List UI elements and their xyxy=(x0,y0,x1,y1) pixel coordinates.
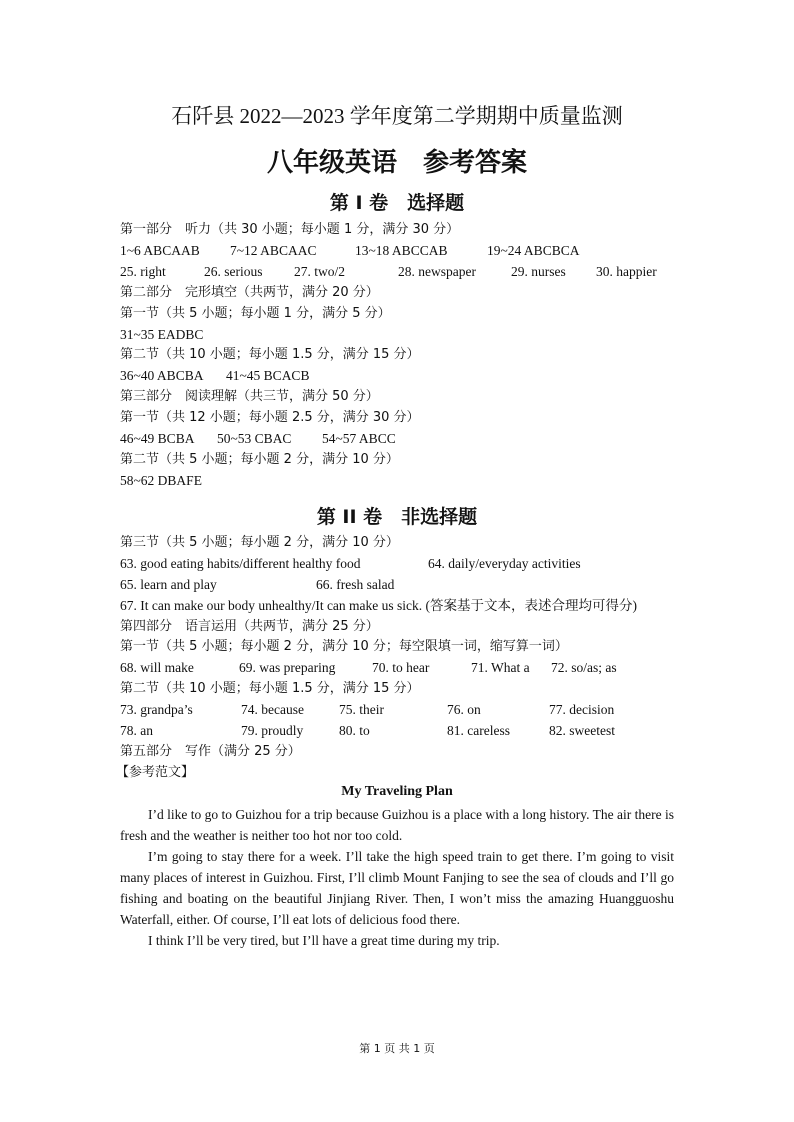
answer-13-18: 13~18 ABCCAB xyxy=(355,243,448,258)
answer-54-57: 54~57 ABCC xyxy=(322,431,396,446)
sample-essay xyxy=(120,804,674,951)
cloze-section2-heading: 第二节（共 10 小题；每小题 1.5 分，满分 15 分） xyxy=(120,347,420,362)
reading-section3-heading: 第三节（共 5 小题；每小题 2 分，满分 10 分） xyxy=(120,535,399,550)
answer-19-24: 19~24 ABCBCA xyxy=(487,243,580,258)
answer-27: 27. two/2 xyxy=(294,264,346,279)
volume-2-title: 第 II 卷 非选择题 xyxy=(316,506,478,528)
language-heading: 第四部分 语言运用（共两节，满分 25 分） xyxy=(120,619,379,634)
answer-64: 64. daily/everyday activities xyxy=(428,556,581,571)
reading-section1-heading: 第一节（共 12 小题；每小题 2.5 分，满分 30 分） xyxy=(120,410,420,425)
language-section1-heading: 第一节（共 5 小题；每小题 2 分，满分 10 分；每空限填一词，缩写算一词） xyxy=(120,639,568,654)
sample-essay-label: 【参考范文】 xyxy=(116,765,195,780)
answer-66: 66. fresh salad xyxy=(316,577,395,592)
page-number: 第 1 页 共 1 页 xyxy=(359,1042,435,1055)
answer-81: 81. careless xyxy=(447,723,510,738)
answer-68: 68. will make xyxy=(120,660,194,675)
listening-heading: 第一部分 听力（共 30 小题；每小题 1 分，满分 30 分） xyxy=(120,222,460,237)
answer-70: 70. to hear xyxy=(372,660,430,675)
essay-paragraph: I think I’ll be very tired, but I’ll have a great time during my trip. xyxy=(148,933,500,948)
answer-41-45: 41~45 BCACB xyxy=(226,368,310,383)
answer-29: 29. nurses xyxy=(511,264,566,279)
answer-74: 74. because xyxy=(241,702,304,717)
answer-79: 79. proudly xyxy=(241,723,304,738)
answer-73: 73. grandpa’s xyxy=(120,702,193,717)
language-section2-heading: 第二节（共 10 小题；每小题 1.5 分，满分 15 分） xyxy=(120,681,420,696)
answer-65: 65. learn and play xyxy=(120,577,217,592)
essay-paragraph: I’d like to go to Guizhou for a trip because Guizhou is a place with a long history. The air there is fresh and the weather is neither too hot nor too cold. xyxy=(120,807,674,843)
answer-77: 77. decision xyxy=(549,702,615,717)
answer-72: 72. so/as; as xyxy=(551,660,617,675)
answer-75: 75. their xyxy=(339,702,384,717)
exam-title: 石阡县 2022—2023 学年度第二学期期中质量监测 xyxy=(171,104,623,128)
essay-title: My Traveling Plan xyxy=(341,784,453,799)
answer-46-49: 46~49 BCBA xyxy=(120,431,195,446)
answer-76: 76. on xyxy=(447,702,481,717)
answer-50-53: 50~53 CBAC xyxy=(217,431,292,446)
reading-heading: 第三部分 阅读理解（共三节，满分 50 分） xyxy=(120,389,379,404)
answer-78: 78. an xyxy=(120,723,153,738)
answer-25: 25. right xyxy=(120,264,166,279)
essay-paragraph: I’m going to stay there for a week. I’ll take the high speed train to get there. I’m going to visit many places of interest in Guizhou. First, I’ll climb Mount Fanjing to see the sea of clouds and I’ll go fishing and boating on the beautiful Jinjiang River. Then, I won’t miss the amazing Huangguoshu Waterfall, either. Of course, I’ll eat lots of delicious food there. xyxy=(120,849,674,927)
cloze-section1-heading: 第一节（共 5 小题；每小题 1 分，满分 5 分） xyxy=(120,306,391,321)
answer-26: 26. serious xyxy=(204,264,263,279)
answer-71: 71. What a xyxy=(471,660,530,675)
writing-heading: 第五部分 写作（满分 25 分） xyxy=(120,744,301,759)
answer-36-40: 36~40 ABCBA xyxy=(120,368,204,383)
answer-7-12: 7~12 ABCAAC xyxy=(230,243,317,258)
cloze-heading: 第二部分 完形填空（共两节，满分 20 分） xyxy=(120,285,379,300)
answer-69: 69. was preparing xyxy=(239,660,336,675)
answer-63: 63. good eating habits/different healthy food xyxy=(120,556,361,571)
answer-28: 28. newspaper xyxy=(398,264,476,279)
answer-31-35: 31~35 EADBC xyxy=(120,327,204,342)
answer-58-62: 58~62 DBAFE xyxy=(120,473,202,488)
volume-1-title: 第 I 卷 选择题 xyxy=(329,192,465,214)
answer-30: 30. happier xyxy=(596,264,657,279)
answer-80: 80. to xyxy=(339,723,370,738)
answer-key-title: 八年级英语 参考答案 xyxy=(266,148,527,178)
answer-82: 82. sweetest xyxy=(549,723,615,738)
answer-1-6: 1~6 ABCAAB xyxy=(120,243,200,258)
reading-section2-heading: 第二节（共 5 小题；每小题 2 分，满分 10 分） xyxy=(120,452,399,467)
answer-67: 67. It can make our body unhealthy/It can make us sick. (答案基于文本，表述合理均可得分) xyxy=(120,598,638,613)
